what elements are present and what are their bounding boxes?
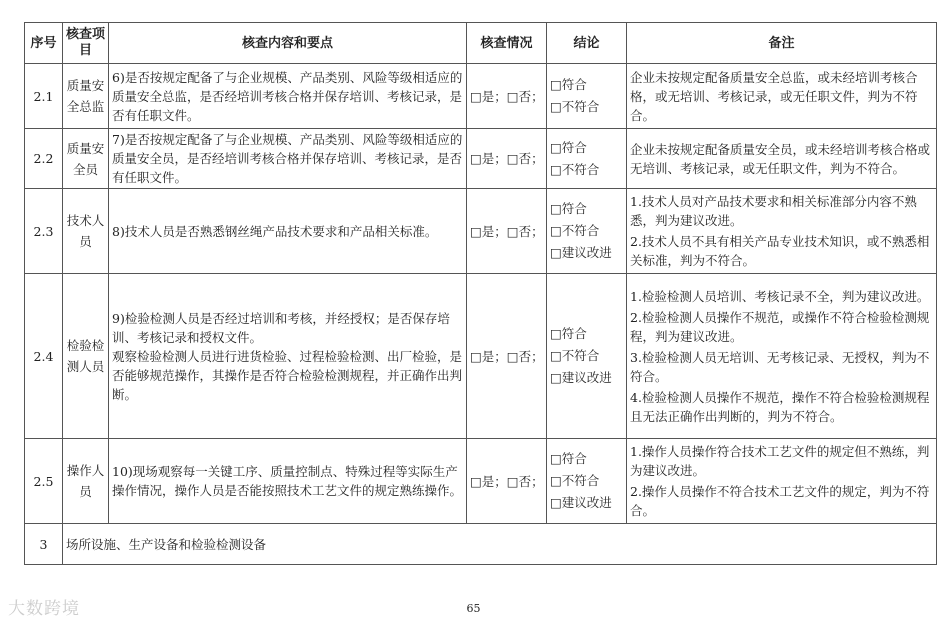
row-content bbox=[109, 129, 467, 189]
content-text: 8)技术人员是否熟悉钢丝绳产品技术要求和产品相关标准。 bbox=[112, 223, 438, 239]
conclusion-checkbox[interactable]: □符合 bbox=[550, 201, 587, 216]
conclusion-options bbox=[547, 189, 627, 274]
row-item: 检验检测人员 bbox=[63, 274, 109, 439]
section-title: 场所设施、生产设备和检验检测设备 bbox=[63, 524, 937, 565]
row-no: 2.4 bbox=[25, 274, 63, 439]
remark-item: 2.操作人员操作不符合技术工艺文件的规定，判为不符合。 bbox=[630, 484, 930, 518]
row-no: 2.2 bbox=[25, 129, 63, 189]
row-remarks bbox=[627, 129, 937, 189]
conclusion-checkbox[interactable]: □建议改进 bbox=[550, 245, 612, 260]
remark-item: 3.检验检测人员无培训、无考核记录、无授权，判为不符合。 bbox=[630, 349, 930, 384]
content-text: 10)现场观察每一关键工序、质量控制点、特殊过程等实际生产操作情况，操作人员是否能按照技术工艺文件的规定熟练操作。 bbox=[112, 464, 463, 498]
row-item: 质量安全员 bbox=[63, 129, 109, 189]
remark-item: 企业未按规定配备质量安全员，或未经培训考核合格或无培训、考核记录，或无任职文件，判为不符合。 bbox=[630, 141, 931, 176]
conclusion-checkbox[interactable]: □不符合 bbox=[550, 348, 600, 363]
remark-item: 4.检验检测人员操作不规范，操作不符合检验检测规程且无法正确作出判断的，判为不符合。 bbox=[630, 389, 930, 424]
conclusion-checkbox[interactable]: □不符合 bbox=[550, 161, 600, 177]
table-row bbox=[25, 64, 937, 129]
remark-item: 1.操作人员操作符合技术工艺文件的规定但不熟练，判为建议改进。 bbox=[630, 444, 930, 478]
inspection-table bbox=[24, 22, 937, 565]
table-row bbox=[25, 129, 937, 189]
row-remarks bbox=[627, 439, 937, 524]
table-row bbox=[25, 189, 937, 274]
header-conclusion: 结论 bbox=[547, 23, 627, 64]
row-content bbox=[109, 64, 467, 129]
header-row bbox=[25, 23, 937, 64]
conclusion-checkbox[interactable]: □不符合 bbox=[550, 223, 600, 238]
conclusion-checkbox[interactable]: □符合 bbox=[550, 77, 587, 92]
remark-item: 2.检验检测人员操作不规范，或操作不符合检验检测规程，判为建议改进。 bbox=[630, 309, 930, 344]
row-no: 2.1 bbox=[25, 64, 63, 129]
content-text: 9)检验检测人员是否经过培训和考核，并经授权；是否保存培训、考核记录和授权文件。 bbox=[112, 310, 450, 345]
conclusion-checkbox[interactable]: □不符合 bbox=[550, 99, 600, 114]
conclusion-checkbox[interactable]: □符合 bbox=[550, 139, 587, 155]
status-checkboxes[interactable]: □是；□否； bbox=[467, 189, 547, 274]
status-checkboxes[interactable]: □是；□否； bbox=[467, 129, 547, 189]
content-text-2: 观察检验检测人员进行进货检验、过程检验检测、出厂检验，是否能够规范操作，其操作是否符合检验检测规程，并正确作出判断。 bbox=[112, 348, 463, 402]
row-item: 操作人员 bbox=[63, 439, 109, 524]
conclusion-checkbox[interactable]: □符合 bbox=[550, 326, 587, 341]
content-text: 6)是否按规定配备了与企业规模、产品类别、风险等级相适应的质量安全总监，是否经培训考核合格并保存培训、考核记录，是否有任职文件。 bbox=[112, 69, 463, 123]
status-checkboxes[interactable]: □是；□否； bbox=[467, 274, 547, 439]
header-item: 核查项目 bbox=[63, 23, 109, 64]
table-row bbox=[25, 274, 937, 439]
row-content bbox=[109, 274, 467, 439]
remark-item: 2.技术人员不具有相关产品专业技术知识，或不熟悉相关标准，判为不符合。 bbox=[630, 234, 930, 268]
row-remarks bbox=[627, 189, 937, 274]
page-number: 65 bbox=[466, 602, 481, 615]
header-no: 序号 bbox=[25, 23, 63, 64]
row-item: 技术人员 bbox=[63, 189, 109, 274]
conclusion-options bbox=[547, 439, 627, 524]
header-status: 核查情况 bbox=[467, 23, 547, 64]
content-text: 7)是否按规定配备了与企业规模、产品类别、风险等级相适应的质量安全员，是否经培训考核合格并保存培训、考核记录，是否有任职文件。 bbox=[112, 132, 463, 185]
conclusion-options bbox=[547, 129, 627, 189]
conclusion-checkbox[interactable]: □建议改进 bbox=[550, 495, 612, 510]
section-no: 3 bbox=[25, 524, 63, 565]
header-content: 核查内容和要点 bbox=[109, 23, 467, 64]
row-item: 质量安全总监 bbox=[63, 64, 109, 129]
table-row bbox=[25, 439, 937, 524]
row-remarks bbox=[627, 64, 937, 129]
conclusion-options bbox=[547, 274, 627, 439]
conclusion-checkbox[interactable]: □建议改进 bbox=[550, 370, 612, 385]
watermark-logo: 大数跨境 bbox=[8, 599, 80, 619]
section-row bbox=[25, 524, 937, 565]
status-checkboxes[interactable]: □是；□否； bbox=[467, 439, 547, 524]
row-no: 2.5 bbox=[25, 439, 63, 524]
row-remarks bbox=[627, 274, 937, 439]
row-content bbox=[109, 439, 467, 524]
header-remarks: 备注 bbox=[627, 23, 937, 64]
row-content bbox=[109, 189, 467, 274]
remark-item: 1.检验检测人员培训、考核记录不全，判为建议改进。 bbox=[630, 288, 930, 304]
conclusion-checkbox[interactable]: □符合 bbox=[550, 451, 587, 466]
remark-item: 企业未按规定配备质量安全总监，或未经培训考核合格，或无培训、考核记录，或无任职文件，判为不符合。 bbox=[630, 69, 918, 123]
row-no: 2.3 bbox=[25, 189, 63, 274]
status-checkboxes[interactable]: □是；□否； bbox=[467, 64, 547, 129]
remark-item: 1.技术人员对产品技术要求和相关标准部分内容不熟悉，判为建议改进。 bbox=[630, 194, 917, 228]
conclusion-options bbox=[547, 64, 627, 129]
conclusion-checkbox[interactable]: □不符合 bbox=[550, 473, 600, 488]
